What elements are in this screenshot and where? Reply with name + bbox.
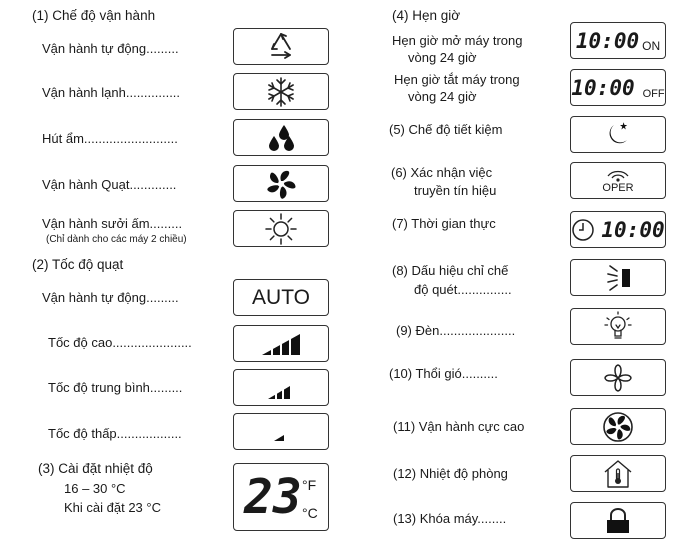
light-display bbox=[570, 308, 666, 345]
blow-propeller-icon bbox=[600, 361, 636, 395]
timer-off-line1: Hẹn giờ tắt máy trong bbox=[394, 72, 520, 87]
blow-display bbox=[570, 359, 666, 396]
fan-high-label: Tốc độ cao...................... bbox=[48, 335, 192, 350]
swing-display bbox=[570, 259, 666, 296]
swing-line2: độ quét............... bbox=[414, 282, 512, 297]
powerful-fan-icon bbox=[600, 410, 636, 444]
house-thermometer-icon bbox=[600, 457, 636, 491]
swing-louver-icon bbox=[598, 262, 638, 294]
unit-f: °F bbox=[302, 477, 317, 493]
temp-value: 23 bbox=[244, 469, 302, 525]
heat-note: (Chỉ dành cho các máy 2 chiều) bbox=[46, 234, 187, 245]
auto-mode-display bbox=[233, 28, 329, 65]
heat-mode-display bbox=[233, 210, 329, 247]
timer-on-time: 10:00 bbox=[575, 28, 640, 53]
fan-icon bbox=[263, 167, 299, 201]
timer-on-display bbox=[570, 22, 666, 59]
signal-bars-mid-icon bbox=[258, 373, 304, 403]
fan-low-label: Tốc độ thấp.................. bbox=[48, 426, 182, 441]
eco-label: (5) Chế độ tiết kiệm bbox=[389, 122, 503, 137]
timer-off-display bbox=[570, 69, 666, 106]
fan-auto-text: AUTO bbox=[252, 285, 310, 309]
cool-op-label: Vận hành lạnh............... bbox=[42, 85, 181, 100]
auto-cycle-icon bbox=[261, 30, 301, 64]
fan-mode-display bbox=[233, 165, 329, 202]
lock-display bbox=[570, 502, 666, 539]
dry-mode-display bbox=[233, 119, 329, 156]
signal-bars-high-icon bbox=[258, 329, 304, 359]
section3-title: (3) Cài đặt nhiệt độ bbox=[38, 461, 153, 476]
section2-title: (2) Tốc độ quạt bbox=[32, 257, 124, 272]
fan-auto-display bbox=[233, 279, 329, 316]
room-temp-label: (12) Nhiệt độ phòng bbox=[393, 466, 508, 481]
clock-display bbox=[570, 211, 666, 248]
swing-line1: (8) Dấu hiệu chỉ chế bbox=[392, 263, 509, 278]
snowflake-icon bbox=[263, 75, 299, 109]
section4-title: (4) Hẹn giờ bbox=[392, 8, 461, 23]
fan-auto-label: Vận hành tự động......... bbox=[42, 290, 179, 305]
powerful-display bbox=[570, 408, 666, 445]
blow-label: (10) Thổi gió.......... bbox=[389, 366, 498, 381]
heat-op-label: Vận hành sưởi ấm......... bbox=[42, 216, 183, 231]
clock-icon bbox=[571, 218, 595, 242]
timer-off-line2: vòng 24 giờ bbox=[408, 89, 477, 104]
fan-op-label: Vận hành Quạt............. bbox=[42, 177, 177, 192]
oper-text: OPER bbox=[602, 181, 634, 194]
light-label: (9) Đèn..................... bbox=[396, 323, 516, 338]
timer-on-line2: vòng 24 giờ bbox=[408, 50, 477, 65]
lock-label: (13) Khóa máy........ bbox=[393, 511, 507, 526]
auto-op-label: Vận hành tự động......... bbox=[42, 41, 179, 56]
fan-high-display bbox=[233, 325, 329, 362]
fan-mid-display bbox=[233, 369, 329, 406]
signal-line2: truyền tín hiệu bbox=[414, 183, 497, 198]
temp-display bbox=[233, 463, 329, 531]
temp-set: Khi cài đặt 23 °C bbox=[64, 500, 161, 515]
fan-mid-label: Tốc độ trung bình......... bbox=[48, 380, 183, 395]
padlock-icon bbox=[600, 504, 636, 538]
temp-range: 16 – 30 °C bbox=[64, 481, 126, 496]
clock-label: (7) Thời gian thực bbox=[392, 216, 496, 231]
room-temp-display bbox=[570, 455, 666, 492]
cool-mode-display bbox=[233, 73, 329, 110]
signal-wave-icon bbox=[603, 168, 633, 182]
sun-icon bbox=[263, 212, 299, 246]
fan-low-display bbox=[233, 413, 329, 450]
powerful-label: (11) Vận hành cực cao bbox=[393, 419, 525, 434]
moon-star-icon bbox=[600, 118, 636, 152]
clock-time: 10:00 bbox=[601, 217, 665, 242]
timer-on-line1: Hẹn giờ mở máy trong bbox=[392, 33, 523, 48]
timer-off-label: OFF bbox=[642, 87, 665, 100]
signal-display bbox=[570, 162, 666, 199]
eco-display bbox=[570, 116, 666, 153]
timer-off-time: 10:00 bbox=[571, 75, 635, 100]
light-bulb-icon bbox=[600, 310, 636, 344]
unit-c: °C bbox=[302, 505, 318, 521]
timer-on-label: ON bbox=[642, 38, 661, 53]
section1-title: (1) Chế độ vận hành bbox=[32, 8, 156, 23]
dry-label: Hút ẩm.......................... bbox=[42, 131, 178, 146]
signal-line1: (6) Xác nhận việc bbox=[391, 165, 493, 180]
signal-bars-low-icon bbox=[258, 417, 304, 447]
droplets-icon bbox=[263, 121, 299, 155]
